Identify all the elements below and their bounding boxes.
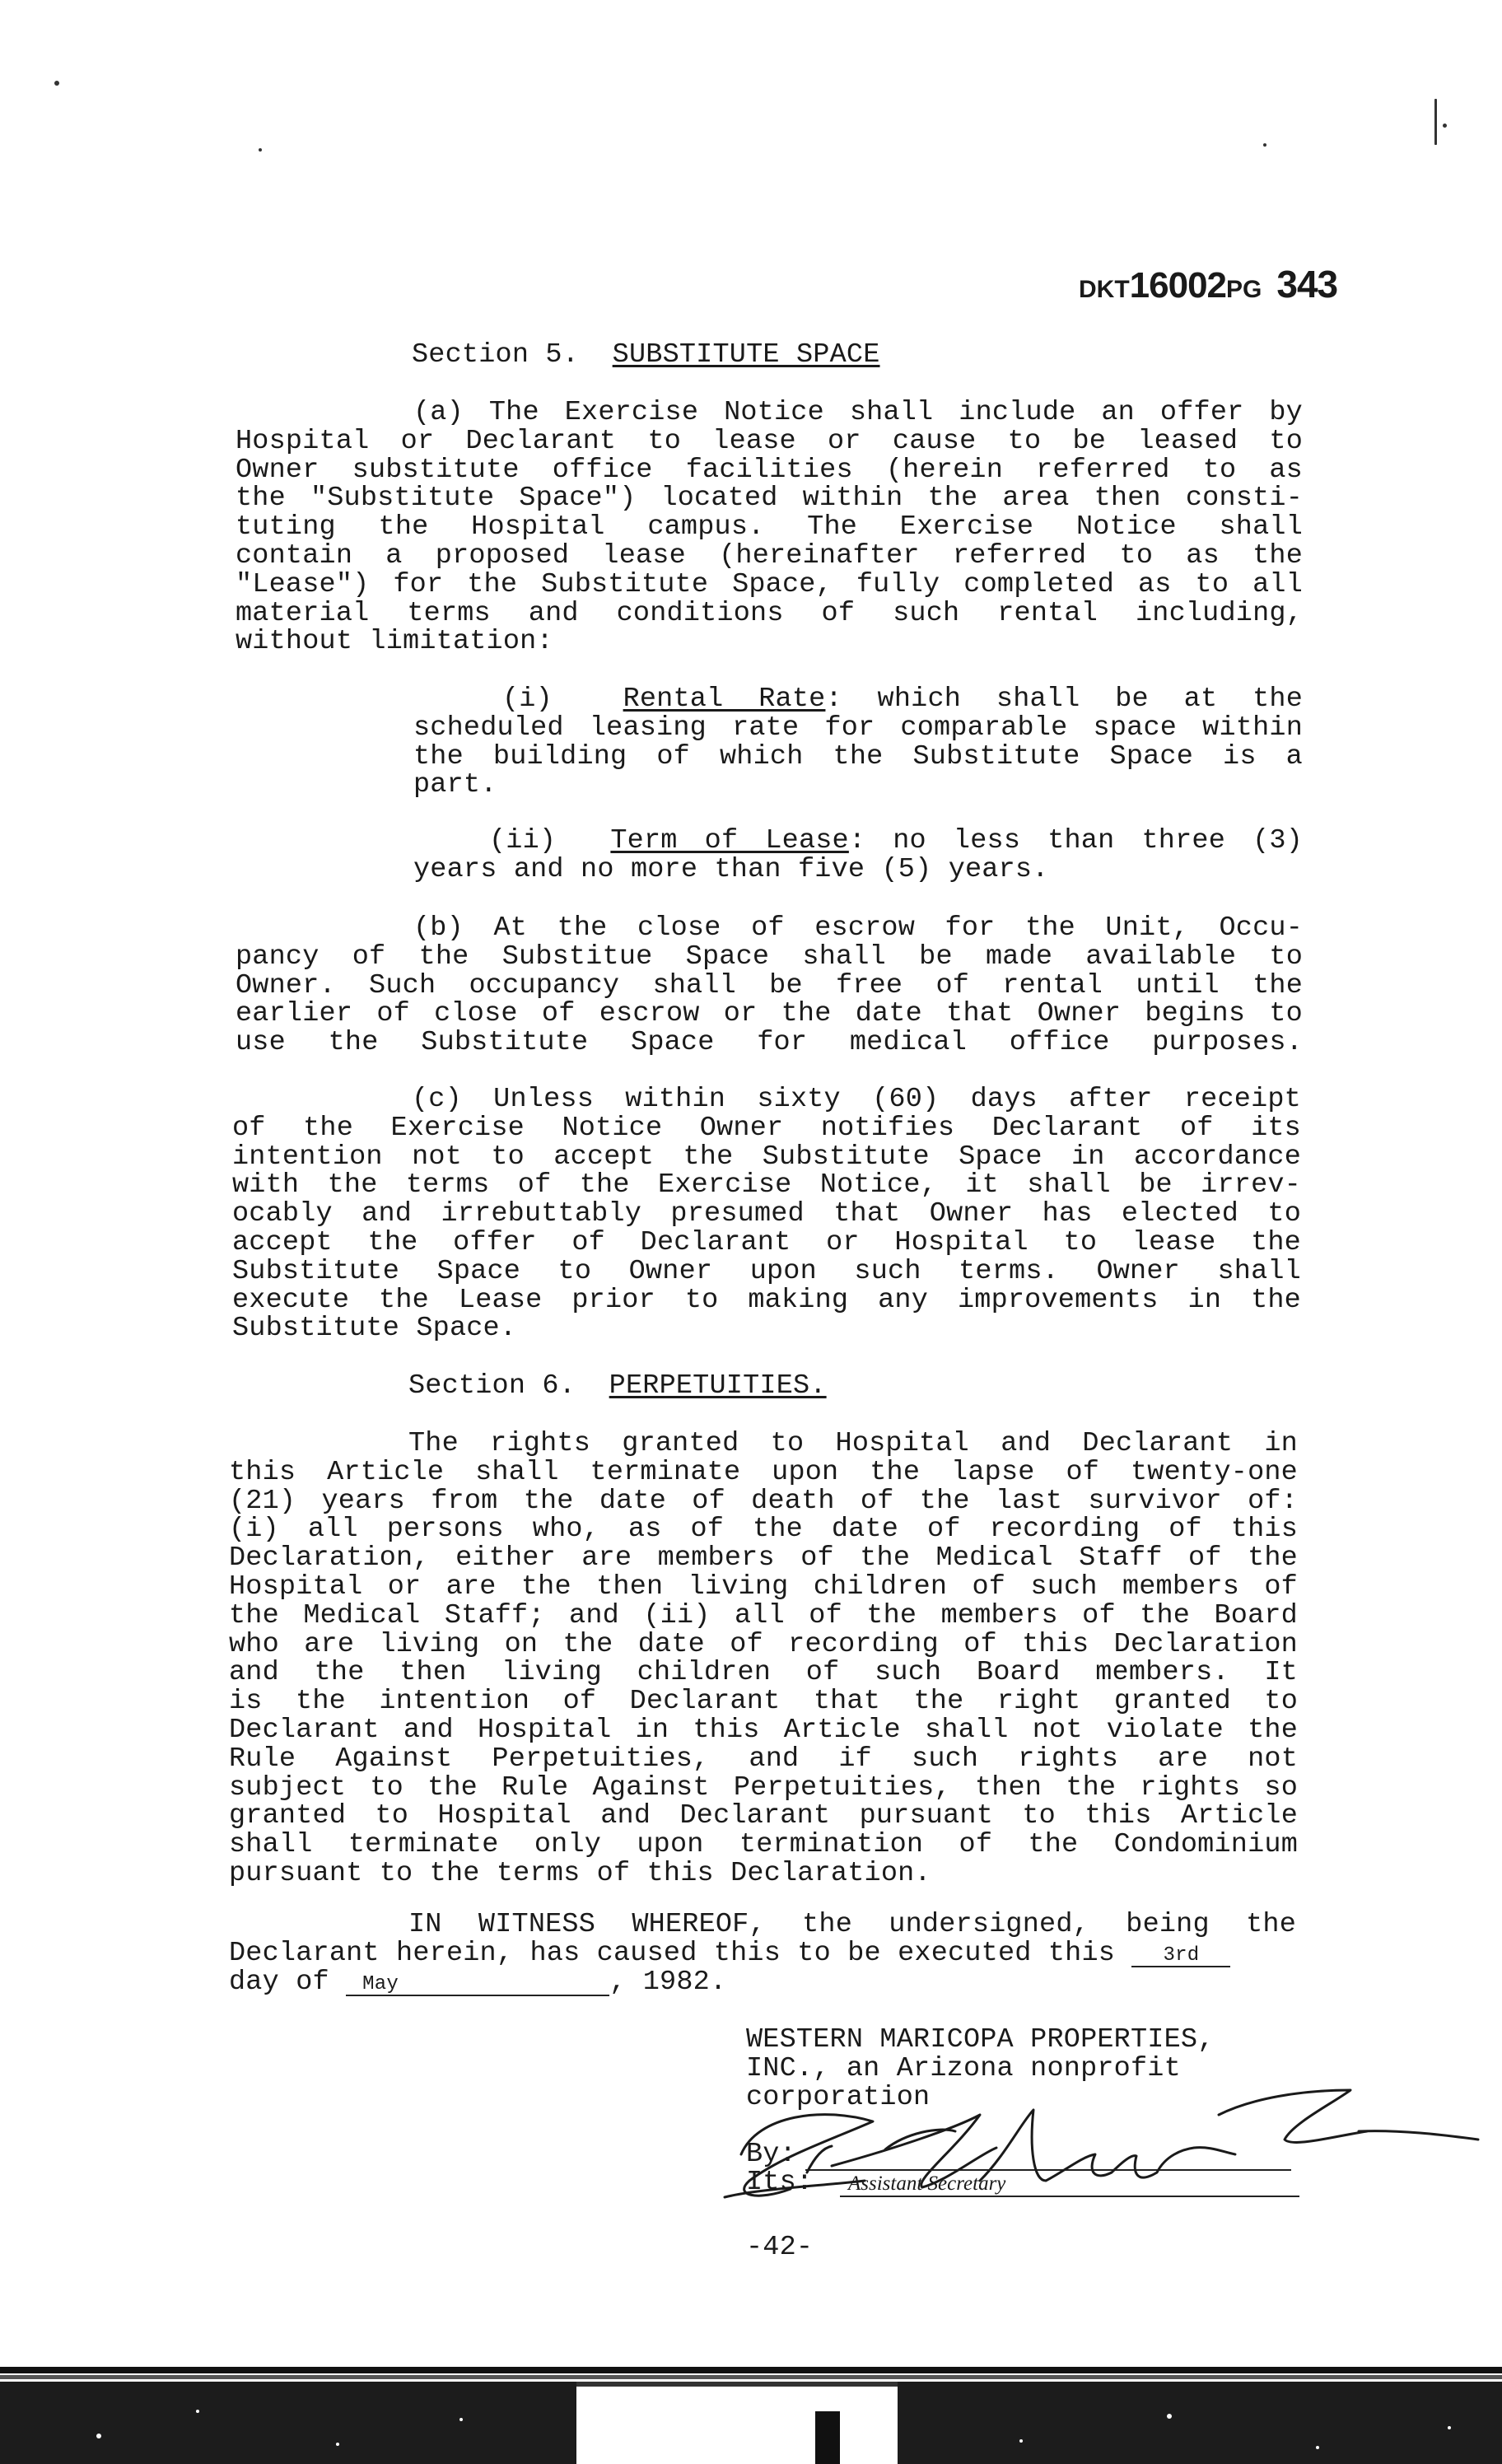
item-i-line: part.: [413, 769, 497, 801]
corp-line: INC., an Arizona nonprofit: [746, 2052, 1181, 2084]
item-ii-number: (ii): [489, 825, 557, 856]
para-line: intention not to accept the Substitute Space in accordance: [232, 1141, 1301, 1173]
item-ii-first-line: [413, 827, 1303, 856]
item-i-term: Rental Rate: [623, 684, 826, 715]
docket-page: 343: [1276, 263, 1338, 306]
para-line: who are living on the date of recording of this Declaration: [229, 1628, 1298, 1660]
witness-day-of: day of: [229, 1966, 329, 1998]
para-line: granted to Hospital and Declarant pursuant to this Article: [229, 1800, 1298, 1832]
docket-stamp: [1079, 262, 1337, 306]
para-line: contain a proposed lease (hereinafter referred to as the: [236, 539, 1303, 572]
witness-clause: [229, 1911, 1296, 1996]
item-i-line: the building of which the Substitute Space is a: [413, 740, 1303, 772]
para-line: ocably and irrebuttably presumed that Owner has elected to: [232, 1198, 1301, 1230]
para-line: accept the offer of Declarant or Hospital to lease the: [232, 1226, 1301, 1258]
para-line: Declaration, either are members of the Medical Staff of the: [229, 1542, 1298, 1575]
para-line: with the terms of the Exercise Notice, it shall be irrev-: [232, 1169, 1301, 1202]
section5-item-i: [413, 685, 1303, 800]
executed-day-field: 3rd: [1131, 1946, 1230, 1967]
para-line: Owner. Such occupancy shall be free of rental until the: [236, 969, 1303, 1001]
para-line: (a) The Exercise Notice shall include an offer by: [413, 397, 1303, 428]
item-ii-rest: : no less than three (3): [848, 825, 1303, 856]
section5-label: Section 5.: [412, 339, 580, 371]
para-line: Owner substitute office facilities (herein referred to as: [236, 454, 1303, 486]
para-line: and the then living children of such Board members. It: [229, 1657, 1298, 1689]
para-line: "Lease") for the Substitute Space, fully completed as to all: [236, 568, 1303, 600]
para-line: pursuant to the terms of this Declaration.: [229, 1857, 931, 1889]
section5-heading: [412, 341, 880, 370]
para-line: of the Exercise Notice Owner notifies Declarant of its: [232, 1112, 1301, 1144]
section5-para-c: [232, 1085, 1301, 1343]
by-label: By:: [746, 2139, 796, 2170]
handwritten-signature: [708, 2052, 1482, 2238]
item-i-rest: : which shall be at the: [825, 684, 1304, 715]
item-i-line: scheduled leasing rate for comparable space within: [413, 712, 1303, 744]
para-line: (i) all persons who, as of the date of recording of this: [229, 1514, 1298, 1546]
scan-mark: [1434, 99, 1437, 145]
scan-speck: [54, 81, 59, 86]
witness-year: , 1982.: [609, 1966, 727, 1998]
item-ii-term: Term of Lease: [610, 825, 849, 856]
section5-item-ii: [413, 827, 1303, 884]
para-line: subject to the Rule Against Perpetuities, then the rights so: [229, 1771, 1298, 1804]
section6-title: PERPETUITIES.: [609, 1370, 827, 1402]
witness-line-3: [229, 1968, 1296, 1997]
para-line: Substitute Space.: [232, 1313, 517, 1345]
para-line: pancy of the Substitue Space shall be made available to: [236, 940, 1303, 973]
page-number: -42-: [746, 2232, 814, 2263]
scan-speck: [1263, 143, 1266, 147]
its-label: Its:: [746, 2167, 814, 2198]
section6-label: Section 6.: [408, 1370, 576, 1402]
section5-para-a: [236, 399, 1303, 656]
scan-bottom-edge: [0, 2362, 1502, 2464]
para-line: Declarant and Hospital in this Article shall not violate the: [229, 1714, 1298, 1746]
section5-para-b: [236, 914, 1303, 1057]
corp-line: corporation: [746, 2081, 931, 2113]
para-line: (b) At the close of escrow for the Unit, Occu-: [413, 912, 1303, 944]
corp-line: WESTERN MARICOPA PROPERTIES,: [746, 2024, 1215, 2056]
para-line: Substitute Space to Owner upon such terms. Owner shall: [232, 1255, 1301, 1287]
para-line: Hospital or are the then living children of such members of: [229, 1570, 1298, 1603]
item-ii-line: years and no more than five (5) years.: [413, 853, 1049, 885]
para-line: The rights granted to Hospital and Declarant in: [408, 1428, 1298, 1459]
para-line: the Medical Staff; and (ii) all of the members of the Board: [229, 1599, 1298, 1631]
scan-speck: [1443, 124, 1447, 128]
witness-line-2-text: Declarant herein, has caused this to be executed this: [229, 1937, 1116, 1969]
para-line: (c) Unless within sixty (60) days after receipt: [412, 1084, 1301, 1115]
para-line: execute the Lease prior to making any improvements in the: [232, 1284, 1301, 1316]
section5-title: SUBSTITUTE SPACE: [612, 339, 880, 371]
para-line: material terms and conditions of such rental including,: [236, 597, 1303, 629]
witness-line-2: [229, 1939, 1296, 1968]
para-line: without limitation:: [236, 626, 553, 658]
docket-book: 16002: [1129, 265, 1227, 306]
item-i-first-line: [413, 685, 1303, 714]
section6-heading: [408, 1372, 827, 1401]
executed-month-field: May: [346, 1975, 609, 1996]
scan-speck: [259, 148, 262, 152]
para-line: is the intention of Declarant that the right granted to: [229, 1686, 1298, 1718]
para-line: Hospital or Declarant to lease or cause to be leased to: [236, 425, 1303, 457]
para-line: the "Substitute Space") located within the area then consti-: [236, 483, 1303, 515]
para-line: tuting the Hospital campus. The Exercise Notice shall: [236, 511, 1303, 544]
para-line: Rule Against Perpetuities, and if such rights are not: [229, 1743, 1298, 1775]
item-i-number: (i): [502, 684, 553, 715]
docket-prefix: DKT: [1079, 276, 1130, 303]
para-line: shall terminate only upon termination of the Condominium: [229, 1829, 1298, 1861]
para-line: use the Substitute Space for medical office purposes.: [236, 1027, 1303, 1059]
para-line: earlier of close of escrow or the date that Owner begins to: [236, 998, 1303, 1030]
witness-line-1: IN WITNESS WHEREOF, the undersigned, being the: [408, 1909, 1296, 1940]
para-line: this Article shall terminate upon the lapse of twenty-one: [229, 1456, 1298, 1488]
its-title-value: Assistant Secretary: [840, 2172, 1299, 2197]
docket-page-prefix: PG: [1226, 276, 1262, 303]
section6-para: [229, 1430, 1298, 1888]
para-line: (21) years from the date of death of the last survivor of:: [229, 1485, 1298, 1517]
